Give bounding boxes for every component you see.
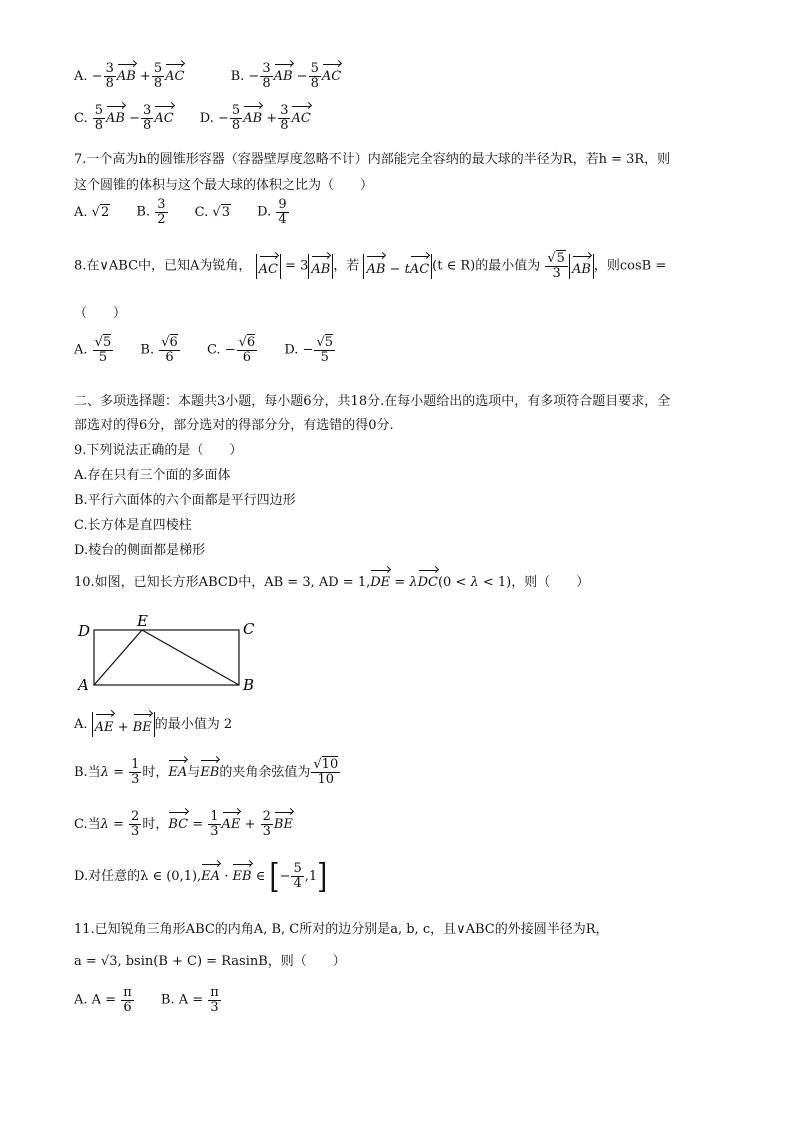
- rectangle-abcd: [94, 630, 239, 685]
- q11-option-b: B. A = $\frac{\pi}{3}$: [160, 985, 219, 1015]
- q7-options: [74, 198, 312, 226]
- q8-option-b: B. $\frac{√6}{6}$: [140, 335, 178, 365]
- figure-label-d: D: [78, 622, 91, 640]
- q6-options-row2: [74, 104, 333, 133]
- section2-line2: 部选对的得6分，部分选对的得部分分，有选错的得0分.: [74, 418, 394, 433]
- q8-option-d: D. − $\frac{√5}{5}$: [284, 335, 334, 365]
- q9-option-c: C.长方体是直四棱柱: [74, 518, 192, 533]
- q9-option-b: B.平行六面体的六个面都是平行四边形: [74, 493, 296, 508]
- q9-stem: 9.下列说法正确的是（ ）: [74, 443, 243, 458]
- q7-stem-line1: 7.一个高为h的圆锥形容器（容器壁厚度忽略不计）内部能完全容纳的最大球的半径为R，若h = 3R，则: [74, 152, 671, 167]
- q10-option-c: C.当λ = $\frac{2}{3}$ 时，BC = $\frac{1}{3}$ AE + $\frac{2}{3}$ BE: [74, 809, 293, 839]
- q7-option-a: A. √2: [74, 204, 110, 220]
- figure-label-e: E: [137, 612, 148, 630]
- q7-option-d: D. $\frac{9}{4}$: [257, 197, 287, 227]
- q10-rectangle-figure: [74, 612, 274, 694]
- q8-options: [74, 336, 358, 364]
- figure-label-c: C: [243, 620, 255, 638]
- q8-stem: 8.在∨ABC中，已知A为锐角， AC = 3 AB ，若 AB − tAC (t ∈ R)的最小值为 $\frac{√5}{3}$ AB ，则cosB =: [74, 251, 667, 281]
- section2-line1: 二、多项选择题：本题共3小题，每小题6分，共18分.在每小题给出的选项中，有多项符合题目要求，全: [74, 394, 671, 409]
- q8-option-c: C. − $\frac{√6}{6}$: [206, 335, 256, 365]
- q11-options: [74, 986, 244, 1014]
- segment-ae: [94, 630, 142, 685]
- q11-stem-line2: a = √3, bsin(B + C) = RasinB，则（ ）: [74, 954, 346, 969]
- q6-option-a: A. − $\frac{3}{8}$ AB + $\frac{5}{8}$ AC: [74, 61, 185, 91]
- q7-stem-line2: 这个圆锥的体积与这个最大球的体积之比为（ ）: [74, 178, 374, 193]
- q7-option-c: C. √3: [194, 204, 230, 220]
- q10-stem: 10.如图，已知长方形ABCD中，AB = 3, AD = 1,DE = λDC(0 < λ < 1)，则（ ）: [74, 568, 589, 590]
- q9-option-a: A.存在只有三个面的多面体: [74, 468, 231, 483]
- q10-option-a: A. AE + BE 的最小值为 2: [74, 712, 232, 737]
- q10-option-b: B.当λ = $\frac{1}{3}$ 时，EA与EB的夹角余弦值为 $\frac{√10}{10}$: [74, 757, 339, 787]
- q11-stem-line1: 11.已知锐角三角形ABC的内角A, B, C所对的边分别是a, b, c，且∨ABC的外接圆半径为R，: [74, 922, 609, 937]
- q6-option-b: B. − $\frac{3}{8}$ AB − $\frac{5}{8}$ AC: [230, 61, 342, 91]
- q6-option-d: D. − $\frac{5}{8}$ AB + $\frac{3}{8}$ AC: [199, 103, 311, 133]
- q7-option-b: B. $\frac{3}{2}$: [136, 197, 166, 227]
- q6-options-row1: [74, 62, 363, 91]
- q10-option-d: D.对任意的λ ∈ (0,1),EA · EB ∈ [− $\frac{5}{4}$ ,1]: [74, 857, 328, 896]
- figure-label-b: B: [243, 676, 255, 694]
- q9-option-d: D.棱台的侧面都是梯形: [74, 543, 206, 558]
- segment-eb: [142, 630, 239, 685]
- q6-option-c: C. $\frac{5}{8}$ AB − $\frac{3}{8}$ AC: [74, 103, 174, 133]
- q11-option-a: A. A = $\frac{\pi}{6}$: [74, 985, 132, 1015]
- figure-label-a: A: [78, 676, 89, 694]
- q8-option-a: A. $\frac{√5}{5}$: [74, 335, 112, 365]
- q8-paren: （ ）: [74, 306, 127, 321]
